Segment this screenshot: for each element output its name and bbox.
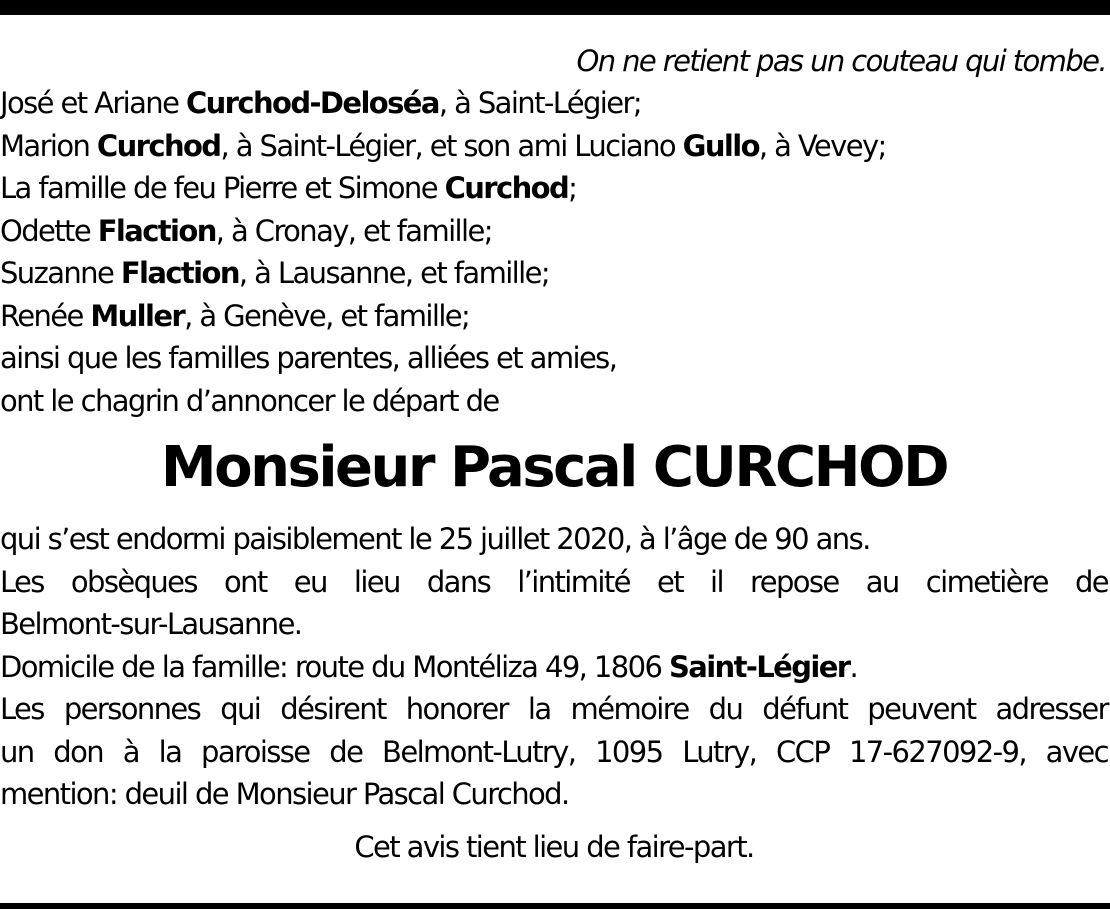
mourner-line: La famille de feu Pierre et Simone Curchod;: [0, 171, 577, 205]
mourner-line: Marion Curchod, à Saint-Légier, et son ami Luciano Gullo, à Vevey;: [0, 128, 886, 163]
passed-line: qui s’est endormi paisiblement le 25 juillet 2020, à l’âge de 90 ans.: [0, 522, 870, 556]
deceased-name: Monsieur Pascal CURCHOD: [160, 435, 948, 500]
domicile-town: Saint-Légier: [668, 649, 850, 684]
mourner-line: José et Ariane Curchod-Deloséa, à Saint-Légier;: [0, 86, 641, 120]
families-line: ainsi que les familles parentes, alliées et amies,: [0, 341, 617, 375]
mourner-line: Odette Flaction, à Cronay, et famille;: [0, 213, 492, 248]
mourner-line: Renée Muller, à Genève, et famille;: [0, 298, 470, 333]
motto: On ne retient pas un couteau qui tombe.: [576, 44, 1106, 78]
announce-line: ont le chagrin d’annoncer le départ de: [0, 383, 499, 418]
mourner-surname: Curchod: [96, 128, 221, 163]
top-rule: [0, 0, 1110, 15]
mourner-surname: Gullo: [682, 128, 759, 163]
mourner-surname: Muller: [90, 298, 185, 333]
mourner-surname: Flaction: [120, 256, 239, 290]
funeral-line: Belmont-sur-Lausanne.: [0, 607, 302, 641]
domicile-line: Domicile de la famille: route du Montéliza 49, 1806 Saint-Légier.: [0, 649, 858, 684]
closing-note: Cet avis tient lieu de faire-part.: [354, 829, 754, 864]
mourner-surname: Flaction: [97, 213, 216, 248]
mourner-line: Suzanne Flaction, à Lausanne, et famille;: [0, 256, 550, 290]
donation-line: un don à la paroisse de Belmont-Lutry, 1095 Lutry, CCP 17-627092-9, avec: [0, 734, 1108, 769]
obituary-notice: [0, 40, 1108, 868]
donation-line: mention: deuil de Monsieur Pascal Curchod.: [0, 777, 569, 811]
mourner-surname: Curchod: [444, 171, 569, 205]
donation-line: Les personnes qui désirent honorer la mémoire du défunt peuvent adresser: [0, 692, 1108, 726]
bottom-rule: [0, 903, 1110, 909]
funeral-line: Les obsèques ont eu lieu dans l’intimité et il repose au cimetière de: [0, 564, 1108, 599]
mourner-surname: Curchod-Deloséa: [185, 86, 439, 120]
